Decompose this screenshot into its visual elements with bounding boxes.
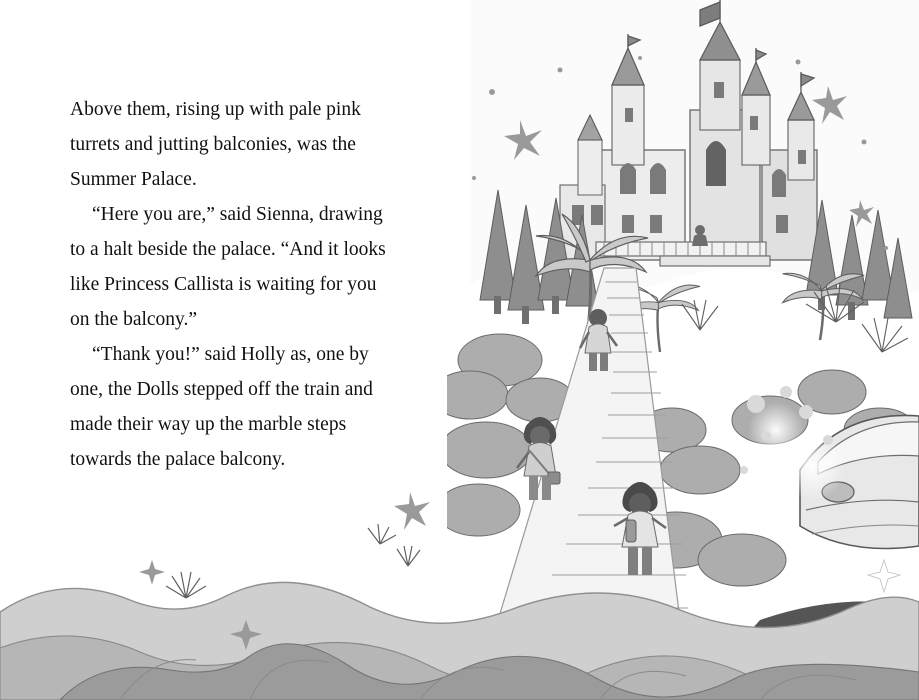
palace-flags <box>628 0 814 92</box>
pine-trees <box>480 190 912 318</box>
palace-scene <box>432 0 919 700</box>
paragraph-1: Above them, rising up with pale pink turrets and jutting balconies, was the Summer Palace. <box>70 99 366 190</box>
body-text <box>70 92 400 477</box>
magic-sparkles <box>740 386 833 474</box>
small-plants <box>166 524 420 598</box>
paragraph-2: “Here you are,” said Sienna, drawing to a halt beside the palace. “And it looks like Princess Callista is waiting for you on the balcony.” <box>70 204 391 330</box>
climbing-figures <box>517 309 666 575</box>
princess-on-balcony <box>692 225 708 246</box>
marble-steps <box>474 268 690 700</box>
summer-palace <box>560 0 817 266</box>
spiky-plants <box>682 284 908 352</box>
paragraph-3: “Thank you!” said Holly as, one by one, the Dolls stepped off the train and made their way up the marble steps towards the palace balcony. <box>70 344 378 470</box>
palm-trees <box>536 214 864 352</box>
bushes <box>432 334 916 586</box>
rocky-foreground <box>0 492 919 700</box>
train-carriage <box>800 415 919 548</box>
sparkle-stars <box>472 56 888 250</box>
foreground-stars <box>139 492 430 650</box>
